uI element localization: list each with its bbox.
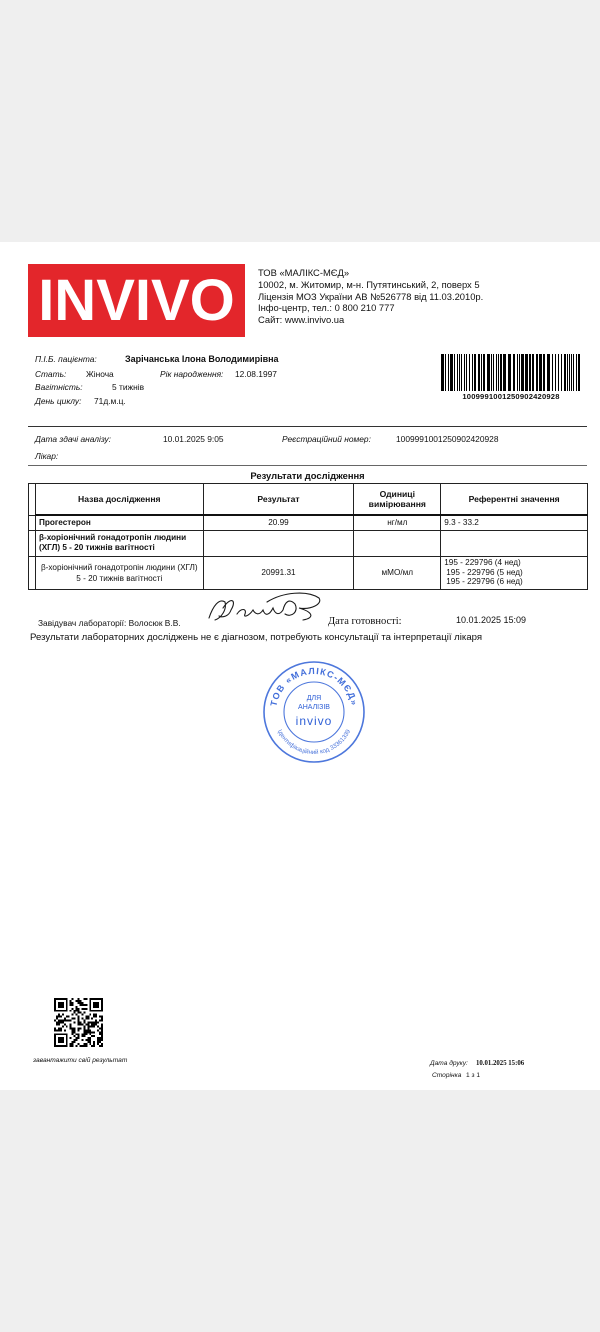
stamp-bottom-text: Ідентифікаційний код 33361339 xyxy=(275,728,353,757)
qr-caption: завантажити свій результат xyxy=(33,1057,128,1064)
signature xyxy=(203,588,327,628)
patient-name-label: П.І.Б. пацієнта: xyxy=(35,354,97,364)
divider xyxy=(28,426,587,427)
birth-value: 12.08.1997 xyxy=(235,369,277,379)
ready-date: 10.01.2025 15:09 xyxy=(456,615,527,625)
header-unit: Одиниці вимірювання xyxy=(354,484,441,516)
reg-number: 1009991001250902420928 xyxy=(396,434,499,444)
company-license: Ліцензія МОЗ України АВ №526778 від 11.03.2010р. xyxy=(258,290,484,302)
sex-value: Жіноча xyxy=(86,369,114,379)
lab-stamp xyxy=(262,660,366,764)
analysis-date-label: Дата здачі аналізу: xyxy=(35,434,112,444)
analysis-date: 10.01.2025 9:05 xyxy=(163,434,224,444)
test-unit: нг/мл xyxy=(354,515,441,530)
page-number: 1 з 1 xyxy=(466,1072,481,1079)
stamp-for-text: ДЛЯ xyxy=(306,695,322,702)
pregnancy-value: 5 тижнів xyxy=(112,382,145,392)
divider xyxy=(28,465,587,466)
results-table xyxy=(28,483,588,590)
stamp-brand-text: invivo xyxy=(295,714,333,728)
test-name: β-хоріонічний гонадотропін людини (ХГЛ) 5 - 20 тижнів вагітності xyxy=(35,556,203,589)
table-header-row xyxy=(29,484,588,516)
ready-label: Дата готовності: xyxy=(328,616,402,627)
test-result: 20.99 xyxy=(203,515,354,530)
header-name: Назва дослідження xyxy=(35,484,203,516)
lab-report-sheet xyxy=(0,242,600,1090)
test-unit: мМО/мл xyxy=(354,556,441,589)
barcode xyxy=(441,354,581,391)
test-reference xyxy=(441,556,588,589)
table-row xyxy=(29,556,588,589)
pregnancy-label: Вагітність: xyxy=(35,382,83,392)
cycle-value: 71д.м.ц. xyxy=(94,396,126,406)
stamp-analyses-text: АНАЛІЗІВ xyxy=(298,704,330,711)
reference-line: 195 - 229796 (5 нед) xyxy=(446,567,523,577)
reference-line: 195 - 229796 (6 нед) xyxy=(446,577,523,587)
cycle-label: День циклу: xyxy=(35,396,82,406)
company-site: Сайт: www.invivo.ua xyxy=(258,314,345,326)
disclaimer: Результати лабораторних досліджень не є діагнозом, потребують консультації та інтерпретації лікаря xyxy=(30,632,483,643)
company-name: ТОВ «МАЛІКС-МЄД» xyxy=(258,267,350,278)
barcode-number: 1009991001250902420928 xyxy=(462,392,560,401)
invivo-logo: INVIVO xyxy=(28,264,245,337)
company-info-phone: Інфо-центр, тел.: 0 800 210 777 xyxy=(258,302,395,314)
company-address: 10002, м. Житомир, м-н. Путятинський, 2, поверх 5 xyxy=(258,278,480,290)
header-result: Результат xyxy=(203,484,354,516)
sex-label: Стать: xyxy=(35,369,67,379)
print-date-label: Дата друку: xyxy=(430,1060,468,1067)
company-info xyxy=(258,267,483,326)
qr-code[interactable] xyxy=(54,998,103,1047)
test-name: Прогестерон xyxy=(35,515,203,530)
table-row xyxy=(29,515,588,530)
patient-name: Зарічанська Ілона Володимирівна xyxy=(125,354,279,364)
results-title: Результати дослідження xyxy=(250,470,365,481)
reference-line: 195 - 229796 (4 нед) xyxy=(444,558,521,568)
test-result: 20991.31 xyxy=(203,556,354,589)
header-reference: Референтні значення xyxy=(441,484,588,516)
test-reference: 9.3 - 33.2 xyxy=(441,515,588,530)
reg-number-label: Реєстраційний номер: xyxy=(282,434,371,444)
page-label: Сторінка xyxy=(432,1072,462,1079)
print-date: 10.01.2025 15:06 xyxy=(476,1060,525,1067)
test-group-name: β-хоріонічний гонадотропін людини (ХГЛ) 5 - 20 тижнів вагітності xyxy=(35,530,203,556)
lab-head: Завідувач лабораторії: Волосюк В.В. xyxy=(38,618,181,628)
birth-label: Рік народження: xyxy=(160,369,224,379)
doctor-label: Лікар: xyxy=(35,451,59,461)
stamp-top-text: ТОВ «МАЛІКС-МЄД» xyxy=(268,665,360,708)
table-row xyxy=(29,530,588,556)
